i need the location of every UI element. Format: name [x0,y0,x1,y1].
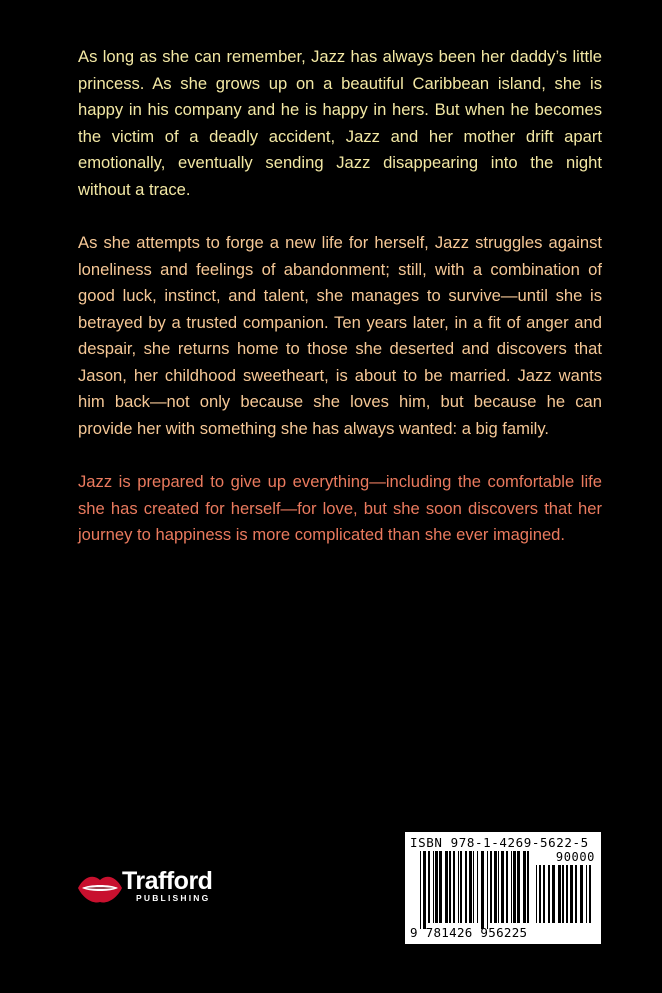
barcode-bar [449,851,451,923]
barcode-bar [487,851,488,929]
barcode-bar [566,865,568,923]
barcode-bar [511,851,512,923]
barcode-bar [539,865,541,923]
barcode-bar [523,851,526,923]
barcode-bar [445,851,448,923]
barcode-bar [494,851,497,923]
blurb-text [78,44,602,576]
addon-bars [536,865,594,927]
barcode-bar [548,865,550,923]
barcode-bar [589,865,591,923]
barcode-bar [439,851,442,923]
barcode-bar [428,851,430,923]
publisher-logo [76,866,256,910]
barcode-bar [570,865,573,923]
publisher-name: Trafford [122,867,213,895]
barcode-bar [433,851,434,923]
barcode-bar [469,851,472,923]
barcode-bar [527,851,529,923]
barcode-bar [586,865,587,923]
barcode-bar [420,851,421,929]
blurb-paragraph-3: Jazz is prepared to give up everything—including the comfortable life she has created for herself—for love, but she soon discovers that her journey to happiness is more complicated than she ever imagined. [78,472,602,544]
barcode-bar [477,851,478,923]
isbn-label: ISBN 978-1-4269-5622-5 [410,835,589,850]
ean-digits: 9 781426 956225 [410,925,528,940]
blurb-paragraph-2: As she attempts to forge a new life for herself, Jazz struggles against loneliness and feelings of abandonment; still, with a combination of good luck, instinct, and talent, she manages to survive—until she is betrayed by a trusted companion. Ten years later, in a fit of anger and despair, she returns home to those she deserted and discovers that Jason, her childhood sweetheart, is about to be married. Jazz wants him back—not only because she loves him, but because he can provide her with something she has always wanted: a big family. [78,233,602,438]
barcode-bar [460,851,462,923]
barcode-bar [506,851,508,923]
lips-logo-icon [76,868,124,906]
barcode-bar [458,851,459,923]
barcode-bar [536,865,537,923]
barcode-bar [552,865,555,923]
barcode-bar [501,851,504,923]
barcode-bar [562,865,564,923]
barcode-bar [498,851,499,923]
barcode-bar [575,865,577,923]
blurb-paragraph-1: As long as she can remember, Jazz has always been her daddy’s little princess. As she grows up on a beautiful Caribbean island, she is happy in his company and he is happy in hers. But when he becomes the victim of a deadly accident, Jazz and her mother drift apart emotionally, eventually sending Jazz disappearing into the night without a trace. [78,47,602,199]
ean-bars [420,851,532,931]
price-code: 90000 [555,850,595,864]
barcode-bar [453,851,455,923]
barcode-bar [543,865,545,923]
barcode-bar [580,865,583,923]
barcode-bar [465,851,467,923]
barcode-bar [473,851,474,923]
barcode-bar [435,851,438,923]
barcode-bar [517,851,520,923]
isbn-barcode [405,832,601,944]
barcode-bar [513,851,516,923]
publisher-tagline: PUBLISHING [136,893,211,903]
barcode-bar [490,851,492,923]
barcode-bar [423,851,426,929]
barcode-bar [481,851,484,929]
barcode-bar [558,865,561,923]
